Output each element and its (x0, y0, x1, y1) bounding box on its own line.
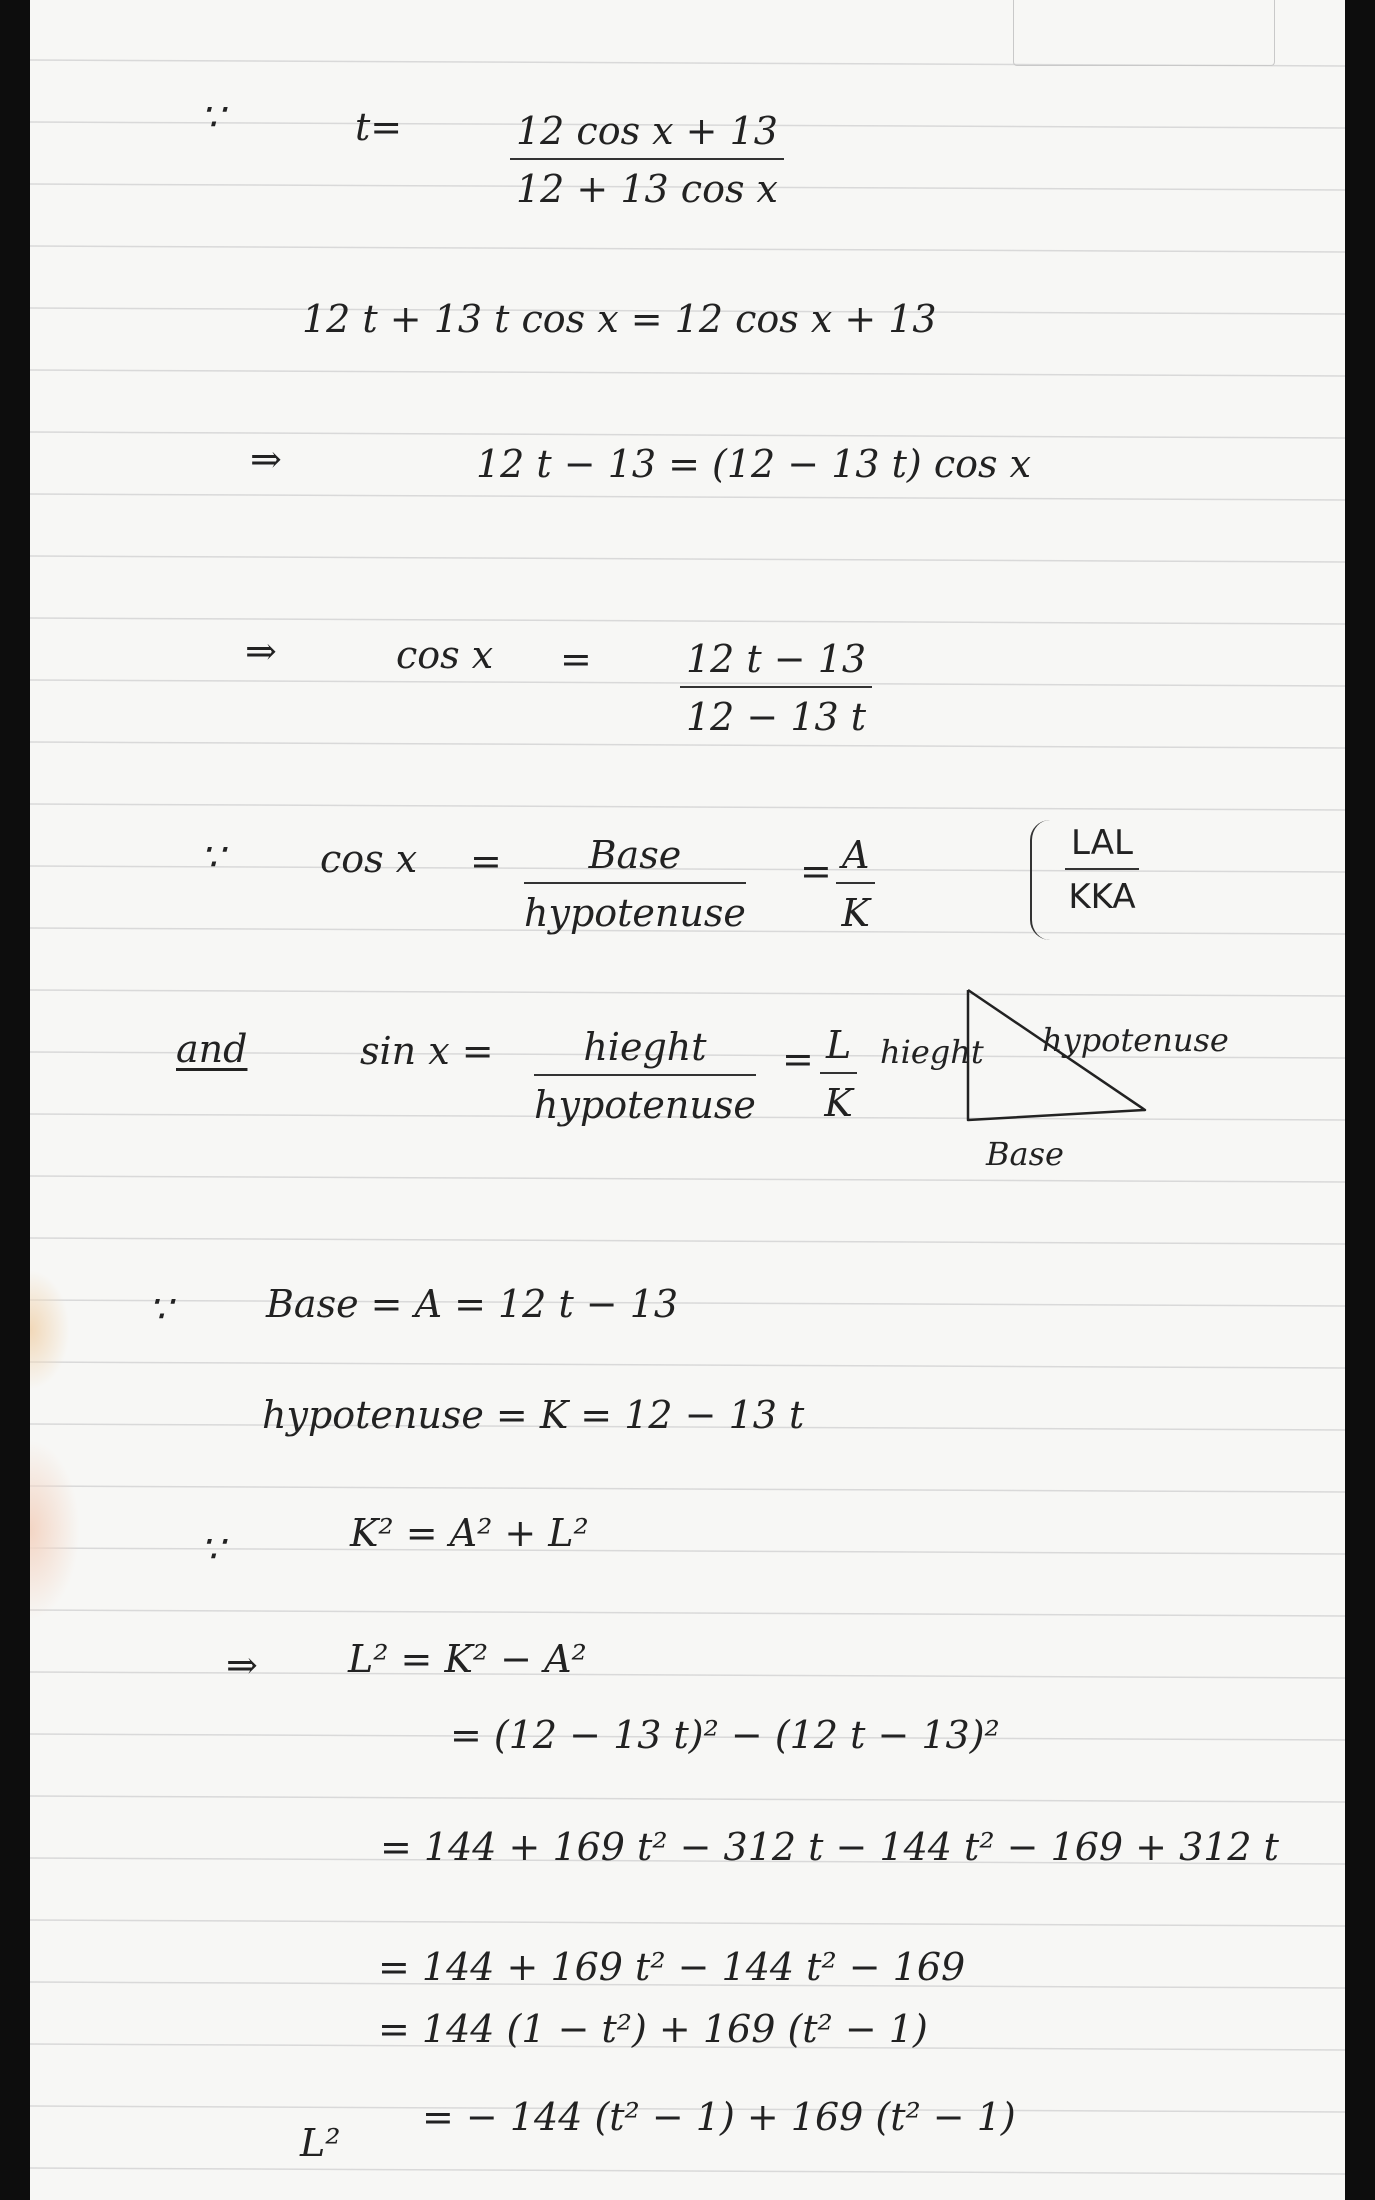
numerator: 12 t − 13 (680, 640, 872, 688)
ruled-line (30, 1548, 1345, 1554)
equals-sign: = (782, 1037, 814, 1081)
fraction (534, 1025, 756, 1127)
mnemonic-top: LAL (1065, 826, 1139, 870)
equation-line: L² = K² − A² (348, 1637, 587, 1681)
page-smudge (30, 1440, 80, 1620)
ruled-line (30, 370, 1345, 376)
implies-symbol: ⇒ (245, 629, 277, 673)
ruled-line (30, 804, 1345, 810)
equation-lhs: t= (355, 105, 403, 149)
ruled-line (30, 1176, 1345, 1182)
equation-line: K² = A² + L² (350, 1511, 589, 1555)
denominator: K (824, 1081, 853, 1125)
since-symbol: ∵ (200, 835, 225, 879)
ruled-line (30, 556, 1345, 562)
since-symbol: ∵ (200, 95, 225, 139)
equation-lhs: L² (300, 2121, 341, 2165)
ruled-line (30, 742, 1345, 748)
ruled-line (30, 1920, 1345, 1926)
fraction (524, 833, 746, 935)
note-bracket (1030, 820, 1062, 940)
ruled-line (30, 494, 1345, 500)
equation-line: = 144 + 169 t² − 144 t² − 169 (378, 1945, 966, 1989)
implies-symbol: ⇒ (226, 1643, 258, 1687)
hypotenuse-label: hypotenuse (1042, 1021, 1229, 1059)
numerator: L (820, 1026, 857, 1074)
ruled-line (30, 1300, 1345, 1306)
page-smudge (30, 1270, 70, 1390)
fraction (836, 833, 875, 935)
numerator: hieght (534, 1028, 756, 1076)
denominator: hypotenuse (534, 1083, 756, 1127)
equation-line: = 144 + 169 t² − 312 t − 144 t² − 169 + 312 t (380, 1825, 1279, 1869)
ruled-line (30, 2168, 1345, 2174)
equals-sign: = (470, 839, 502, 883)
equation-lhs: sin x = (360, 1029, 494, 1073)
ruled-line (30, 1486, 1345, 1492)
date-box (1013, 0, 1275, 66)
implies-symbol: ⇒ (250, 437, 282, 481)
ruled-line (30, 618, 1345, 624)
equation-line: 12 t − 13 = (12 − 13 t) cos x (476, 442, 1032, 486)
denominator: 12 + 13 cos x (516, 167, 778, 211)
mnemonic-note (1065, 823, 1139, 917)
equals-sign: = (560, 637, 592, 681)
ruled-line (30, 1610, 1345, 1616)
equation-line: Base = A = 12 t − 13 (266, 1282, 679, 1326)
mnemonic-bottom: KKA (1068, 877, 1136, 917)
fraction (680, 637, 872, 739)
equation-lhs: cos x (320, 837, 418, 881)
equation-line: = (12 − 13 t)² − (12 t − 13)² (450, 1713, 1000, 1757)
base-label: Base (986, 1135, 1064, 1173)
equation-lhs: cos x (396, 633, 494, 677)
equals-sign: = (800, 849, 832, 893)
equation-line: = − 144 (t² − 1) + 169 (t² − 1) (422, 2095, 1016, 2139)
equation-line: = 144 (1 − t²) + 169 (t² − 1) (378, 2007, 928, 2051)
denominator: K (841, 891, 870, 935)
since-symbol: ∵ (148, 1287, 173, 1331)
height-label: hieght (880, 1033, 984, 1071)
denominator: hypotenuse (524, 891, 746, 935)
equation-line: hypotenuse = K = 12 − 13 t (262, 1393, 805, 1437)
fraction (820, 1023, 857, 1125)
ruled-line (30, 1362, 1345, 1368)
equation-line: 12 t + 13 t cos x = 12 cos x + 13 (302, 297, 937, 341)
numerator: 12 cos x + 13 (510, 112, 784, 160)
denominator: 12 − 13 t (686, 695, 867, 739)
ruled-line (30, 1238, 1345, 1244)
ruled-line (30, 1796, 1345, 1802)
numerator: Base (524, 836, 746, 884)
notebook-page (30, 0, 1345, 2200)
since-symbol: ∵ (200, 1527, 225, 1571)
and-label: and (176, 1027, 248, 1071)
numerator: A (836, 836, 875, 884)
ruled-line (30, 432, 1345, 438)
ruled-line (30, 246, 1345, 252)
fraction (510, 109, 784, 211)
